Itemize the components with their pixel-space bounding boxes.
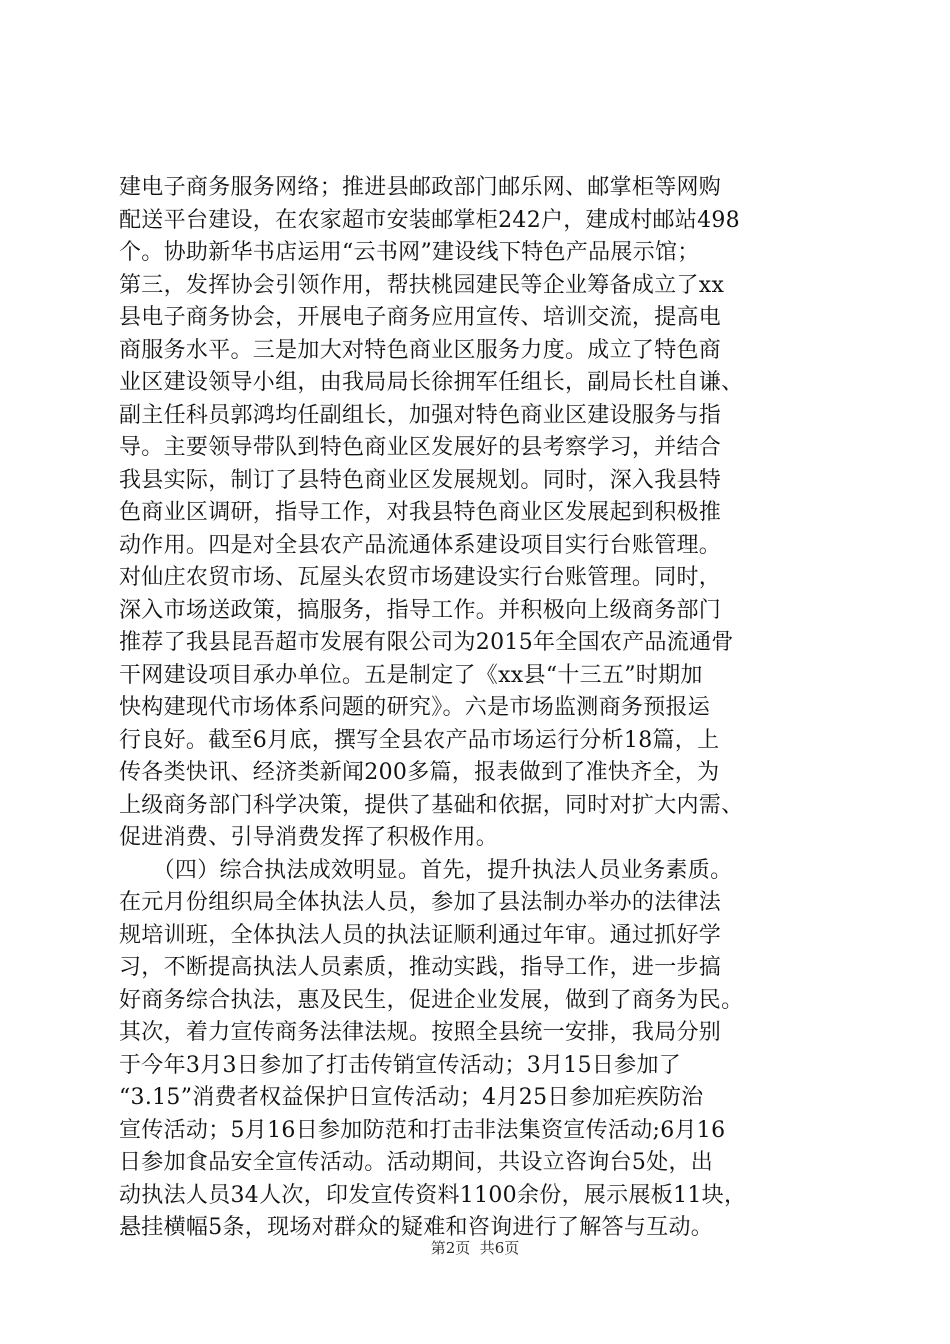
text-line: 深入市场送政策，搞服务，指导工作。并积极向上级商务部门 (119, 597, 722, 623)
text-line: 干网建设项目承办单位。五是制定了《xx县“十三五”时期加 (119, 662, 703, 688)
text-line: 导。主要领导带队到特色商业区发展好的县考察学习，并结合 (119, 435, 722, 460)
text-line: 对仙庄农贸市场、瓦屋头农贸市场建设实行台账管理。同时， (119, 565, 722, 590)
text-line: 动作用。四是对全县农产品流通体系建设项目实行台账管理。 (119, 532, 722, 558)
paragraph-heading-line: （四）综合执法成效明显。首先，提升执法人员业务素质。 (119, 857, 733, 883)
text-line: 在元月份组织局全体执法人员，参加了县法制办举办的法律法 (119, 890, 722, 915)
text-line: 其次，着力宣传商务法律法规。按照全县统一安排，我局分别 (119, 1020, 722, 1045)
text-line: 习，不断提高执法人员素质，推动实践，指导工作，进一步搞 (119, 955, 722, 980)
text-line: 副主任科员郭鸿均任副组长，加强对特色商业区建设服务与指 (119, 402, 722, 428)
text-line: 商服务水平。三是加大对特色商业区服务力度。成立了特色商 (119, 337, 722, 363)
text-line: 上级商务部门科学决策，提供了基础和依据，同时对扩大内需、 (119, 792, 744, 818)
page-footer: 第2页 共6页 (430, 1239, 520, 1257)
text-line: 建电子商务服务网络；推进县邮政部门邮乐网、邮掌柜等网购 (119, 175, 722, 200)
body-text (119, 172, 839, 1245)
text-line: 规培训班，全体执法人员的执法证顺利通过年审。通过抓好学 (119, 922, 722, 948)
text-line: 推荐了我县昆吾超市发展有限公司为2015年全国农产品流通骨 (119, 630, 734, 655)
text-line: 促进消费、引导消费发挥了积极作用。 (119, 825, 499, 850)
text-line: 快构建现代市场体系问题的研究》。六是市场监测商务预报运 (119, 695, 711, 720)
text-line: 县电子商务协会，开展电子商务应用宣传、培训交流，提高电 (119, 305, 722, 330)
text-line: 第三，发挥协会引领作用，帮扶桃园建民等企业筹备成立了xx (119, 272, 725, 298)
text-line: 动执法人员34人次，印发宣传资料1100余份，展示展板11块， (119, 1182, 747, 1208)
text-line: 宣传活动；5月16日参加防范和打击非法集资宣传活动;6月16 (119, 1117, 726, 1143)
text-line: 个。协助新华书店运用“云书网”建设线下特色产品展示馆； (119, 240, 700, 265)
text-line: 配送平台建设，在农家超市安装邮掌柜242户，建成村邮站498 (119, 207, 740, 233)
text-line: 日参加食品安全宣传活动。活动期间，共设立咨询台5处，出 (119, 1150, 714, 1175)
text-line: 我县实际，制订了县特色商业区发展规划。同时，深入我县特 (119, 467, 722, 493)
text-line: 悬挂横幅5条，现场对群众的疑难和咨询进行了解答与互动。 (119, 1215, 714, 1240)
text-line: 行良好。截至6月底，撰写全县农产品市场运行分析18篇，上 (119, 727, 720, 753)
text-line: 于今年3月3日参加了打击传销宣传活动；3月15日参加了 (119, 1052, 682, 1078)
text-line: 传各类快讯、经济类新闻200多篇，报表做到了准快齐全，为 (119, 760, 720, 785)
text-line: 好商务综合执法，惠及民生，促进企业发展，做到了商务为民。 (119, 987, 744, 1013)
text-line: “3.15”消费者权益保护日宣传活动；4月25日参加疟疾防治 (119, 1085, 704, 1110)
text-line: 业区建设领导小组，由我局局长徐拥军任组长，副局长杜自谦、 (119, 370, 744, 395)
text-line: 色商业区调研，指导工作，对我县特色商业区发展起到积极推 (119, 500, 722, 525)
